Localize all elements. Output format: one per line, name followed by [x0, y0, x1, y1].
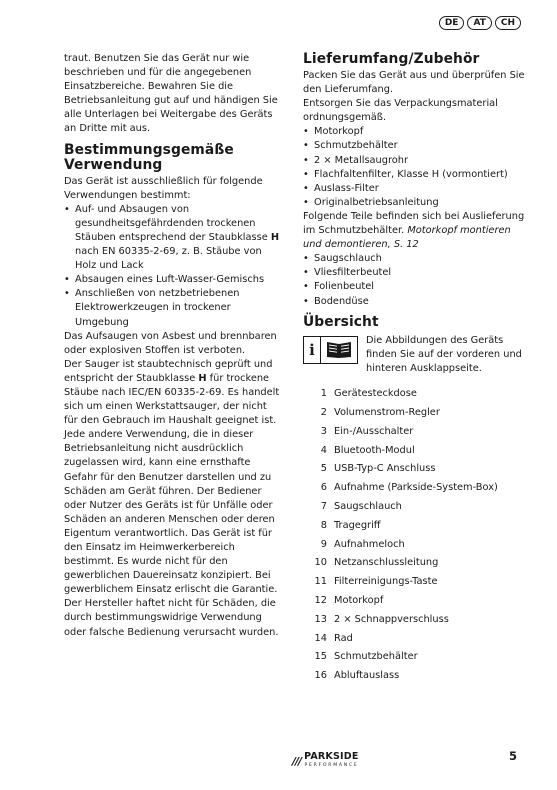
part-row: 1 Gerätesteckdose: [320, 388, 417, 400]
page-number: 5: [508, 749, 517, 763]
usage-item-dust: • Auf- und Absaugen von gesundheitsgefährdenden trockenen Stäuben entsprechend der Staubklasse H nach EN 60335-2-69, z. B. Stäube von Holz und Lack: [64, 203, 282, 273]
country-badge-at: AT: [467, 16, 491, 30]
usage-intro: Das Gerät ist ausschließlich für folgende Verwendungen bestimmt:: [64, 175, 263, 201]
part-row: 4 Bluetooth-Modul: [320, 444, 415, 456]
country-codes: [439, 16, 521, 30]
part-row: 3 Ein-/Ausschalter: [320, 425, 414, 437]
inside-container-list: [303, 252, 525, 308]
book-icon: [321, 341, 357, 359]
usage-item-air-water: • Absaugen eines Luft-Wasser-Gemischs: [64, 273, 282, 287]
misuse-paragraph: Jede andere Verwendung, die in dieser Betriebsanleitung nicht ausdrücklich zugelassen wird, kann eine ernsthafte Gefahr für den Benutzer darstellen und zu Schäden am Gerät führen. Der Bediener oder Nutzer des Geräts ist für Unfälle oder Schäden an anderen Menschen oder deren Eigentum verantwortlich. Das Gerät ist für den Einsatz im Heimwerkerbereich bestimmt. Es wurde nicht für den gewerblichen Dauereinsatz konzipiert. Bei gewerblichem Einsatz erlischt die Garantie. Der Hersteller haftet nicht für Schäden, die durch bestimmungswidrige Verwendung oder falsche Bedienung verursacht wurden.: [64, 429, 279, 638]
logo-slashes: ///: [292, 754, 302, 768]
manual-info-icon: [303, 336, 358, 364]
left-column: [64, 52, 282, 640]
part-row: 14 Rad: [314, 632, 353, 644]
dust-class-paragraph: Der Sauger ist staubtechnisch geprüft und entspricht der Staubklasse H für trockene Stäube nach IEC/EN 60335-2-69. Es handelt sich um einen Werkstattsauger, der nicht für den Gebrauch im Haushalt geeignet ist.: [64, 358, 280, 427]
delivery-item: • 2 × Metallsaugrohr: [303, 154, 525, 168]
logo-name: PARKSIDE: [304, 751, 359, 762]
info-text: Die Abbildungen des Geräts finden Sie auf der vorderen und hinteren Ausklappseite.: [366, 334, 522, 374]
delivery-item: • Motorkopf: [303, 125, 525, 139]
unpack-text: Packen Sie das Gerät aus und überprüfen Sie den Lieferumfang.: [303, 70, 525, 96]
intro-paragraph: traut. Benutzen Sie das Gerät nur wie beschrieben und für die angegebenen Einsatzbereiche. Bewahren Sie die Betriebsanleitung gut auf und händigen Sie alle Unterlagen bei Weitergabe des Geräts an Dritte mit aus.: [64, 53, 278, 135]
inside-container-text: Folgende Teile befinden sich bei Auslieferung im Schmutzbehälter. Motorkopf montieren und demontieren, S. 12: [303, 210, 525, 251]
delivery-heading: Lieferumfang/Zubehör: [303, 51, 480, 67]
part-row: 9 Aufnahmeloch: [320, 538, 405, 550]
inside-item: • Saugschlauch: [303, 252, 525, 266]
delivery-item: • Auslass-Filter: [303, 182, 525, 196]
part-row: 2 Volumenstrom-Regler: [320, 407, 440, 419]
part-row: 5 USB-Typ-C Anschluss: [320, 463, 436, 475]
part-row: 16 Abluftauslass: [314, 670, 400, 682]
asbestos-warning: Das Aufsaugen von Asbest und brennbaren oder explosiven Stoffen ist verboten.: [64, 330, 277, 356]
country-badge-ch: CH: [495, 16, 521, 30]
part-row: 12 Motorkopf: [314, 594, 384, 606]
right-column: [303, 52, 525, 686]
delivery-list: [303, 125, 525, 210]
overview-heading: Übersicht: [303, 313, 379, 330]
inside-item: • Folienbeutel: [303, 280, 525, 294]
intended-use-heading: Bestimmungsgemäße Verwendung: [64, 141, 234, 173]
info-letter: i: [304, 337, 321, 363]
delivery-item: • Flachfaltenfilter, Klasse H (vormontiert): [303, 168, 525, 182]
part-row: 13 2 × Schnappverschluss: [314, 613, 449, 625]
part-row: 6 Aufnahme (Parkside-System-Box): [320, 482, 498, 494]
logo-subtitle: PERFORMANCE: [304, 763, 359, 768]
usage-list: [64, 203, 282, 330]
delivery-item: • Originalbetriebsanleitung: [303, 196, 525, 210]
info-box: [303, 334, 525, 376]
parts-list: [303, 385, 525, 686]
delivery-item: • Schmutzbehälter: [303, 139, 525, 153]
inside-item: • Vliesfilterbeutel: [303, 266, 525, 280]
dispose-text: Entsorgen Sie das Verpackungsmaterial ordnungsgemäß.: [303, 98, 498, 124]
part-row: 15 Schmutzbehälter: [314, 651, 418, 663]
inside-item: • Bodendüse: [303, 295, 525, 309]
part-row: 7 Saugschlauch: [320, 501, 402, 512]
parkside-logo: [292, 752, 359, 770]
part-row: 8 Tragegriff: [320, 519, 381, 531]
usage-item-power-tools: • Anschließen von netzbetriebenen Elektrowerkzeugen in trockener Umgebung: [64, 287, 282, 329]
part-row: 11 Filterreinigungs-Taste: [314, 576, 438, 588]
part-row: 10 Netzanschlussleitung: [314, 557, 439, 569]
country-badge-de: DE: [439, 16, 465, 30]
